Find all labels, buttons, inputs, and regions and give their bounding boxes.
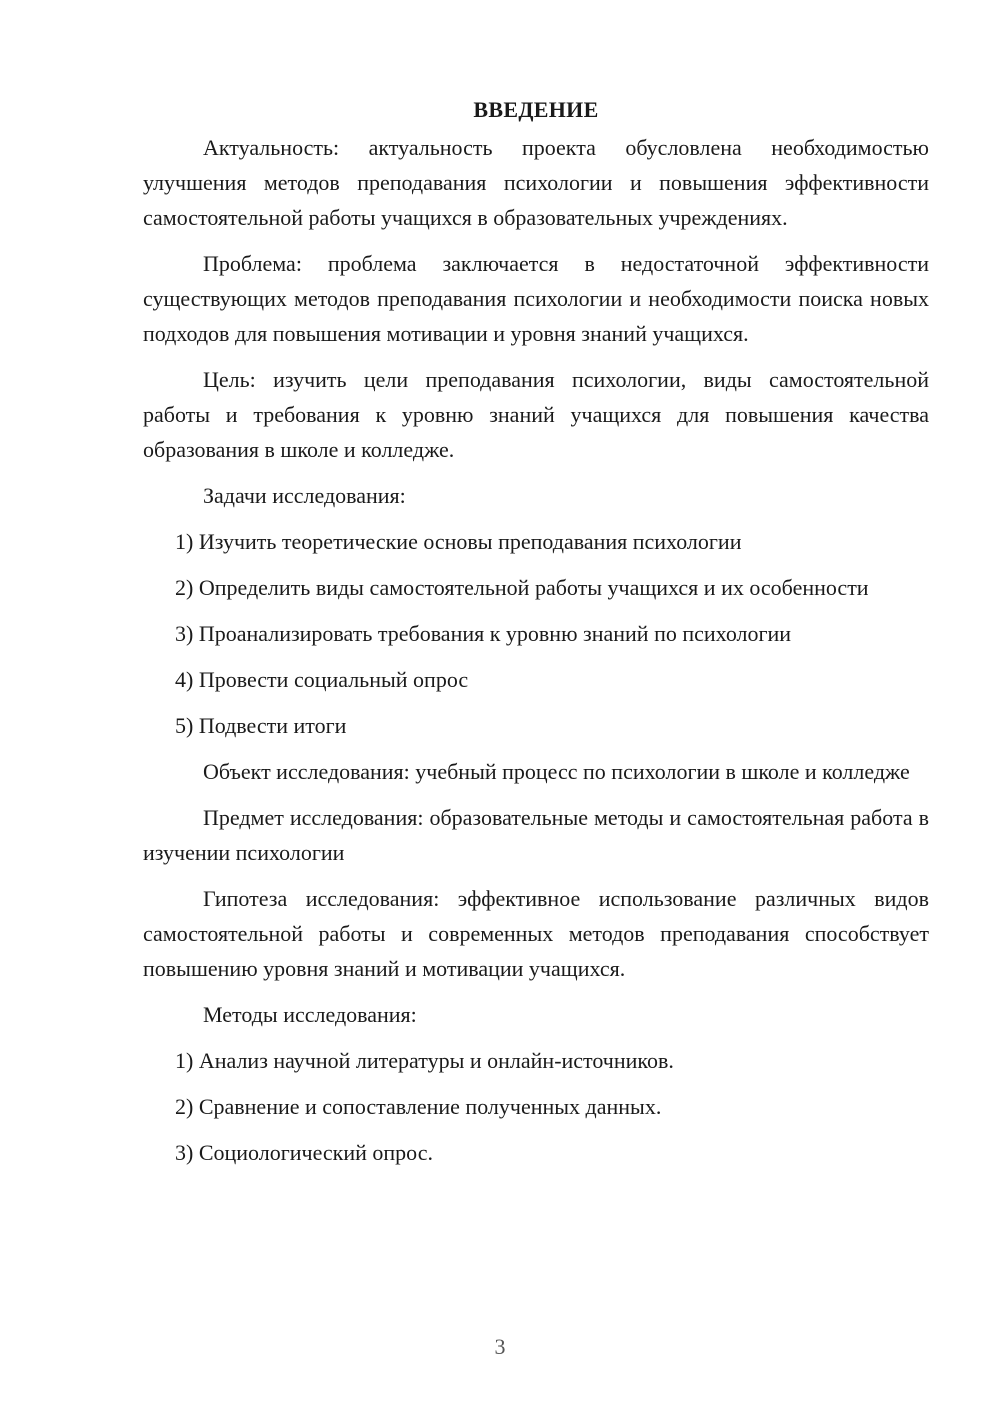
problem-paragraph: Проблема: проблема заключается в недостаточной эффективности существующих методов преподавания психологии и необходимости поиска новых подходов для повышения мотивации и уровня знаний учащихся. [143,251,929,346]
page-title: ВВЕДЕНИЕ [473,97,599,122]
hypothesis-paragraph: Гипотеза исследования: эффективное использование различных видов самостоятельной работы и современных методов преподавания способствует повышению уровня знаний и мотивации учащихся. [143,886,929,981]
task-item: 4) Провести социальный опрос [175,667,469,692]
task-item: 2) Определить виды самостоятельной работы учащихся и их особенности [175,575,869,600]
document-page [143,92,929,1181]
task-item: 5) Подвести итоги [175,713,347,738]
goal-paragraph: Цель: изучить цели преподавания психологии, виды самостоятельной работы и требования к уровню знаний учащихся для повышения качества образования в школе и колледже. [143,367,929,462]
tasks-heading: Задачи исследования: [203,483,406,508]
task-item: 3) Проанализировать требования к уровню знаний по психологии [175,621,792,646]
subject-paragraph: Предмет исследования: образовательные методы и самостоятельная работа в изучении психологии [143,805,929,865]
task-item: 1) Изучить теоретические основы преподавания психологии [175,529,742,554]
method-item: 2) Сравнение и сопоставление полученных данных. [175,1094,662,1119]
methods-heading: Методы исследования: [203,1002,417,1027]
page-number: 3 [494,1334,506,1359]
method-item: 1) Анализ научной литературы и онлайн-источников. [175,1048,674,1073]
object-paragraph: Объект исследования: учебный процесс по психологии в школе и колледже [203,759,910,784]
method-item: 3) Социологический опрос. [175,1140,433,1165]
relevance-paragraph: Актуальность: актуальность проекта обусловлена необходимостью улучшения методов преподавания психологии и повышения эффективности самостоятельной работы учащихся в образовательных учреждениях. [143,135,929,230]
